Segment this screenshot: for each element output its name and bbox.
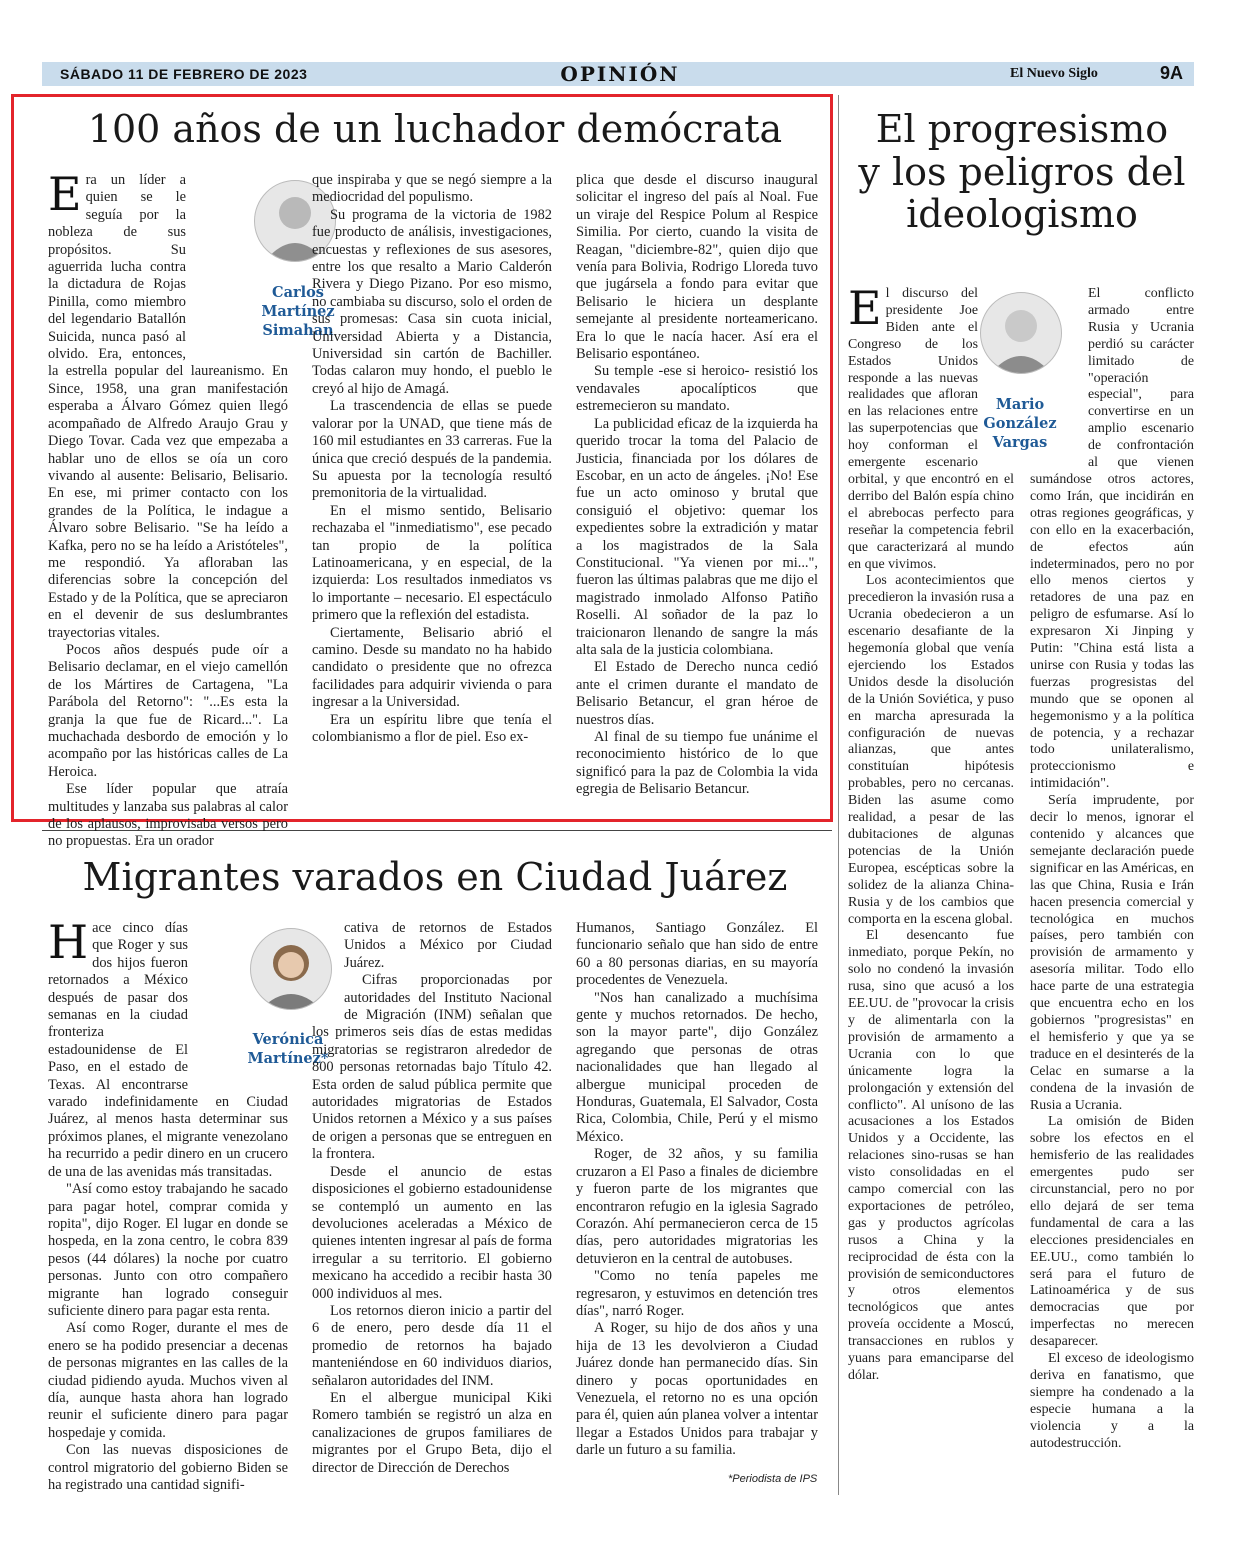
- paragraph-text: l discurso del presidente Joe Biden ante el Congreso de los Estados Unidos responde a las nuevas realidades que afloran en las relaciones entre las superpotencias que hoy conforman el emergente escenario orbital, y que encontró en el derribo del Balón espía chino el abrebocas perfecto para reseñar la competencia febril que caracterizará al mundo en que vivimos.: [848, 286, 1014, 572]
- author-last1: González: [983, 415, 1057, 432]
- author-last2: Simahan: [262, 322, 334, 339]
- paragraph: Pocos años después pude oír a Belisario declamar, en el viejo camellón de los Mártires de Cartagena, "La Parábola del Retorno": "...Es esta la granja la que fue de Ricard...". La muchachada desbordo de emoción y lo acompaño por las históricas calles de La Heroica.: [48, 641, 288, 780]
- title-line: y los peligros del: [858, 149, 1186, 194]
- paragraph: En el mismo sentido, Belisario rechazaba el "inmediatismo", ese pecado tan propio de la política Latinoamericana, y en especial, de la izquierda: Los resultados inmediatos vs lo importante – necesario. El espectáculo primero que la reflexión del estadista.: [312, 502, 552, 624]
- paragraph: Humanos, Santiago González. El funcionario señalo que han sido de entre 60 a 80 personas diarias, en su mayoría procedentes de Venezuela.: [576, 920, 818, 989]
- paragraph: El exceso de ideologismo deriva en fanatismo, que siempre ha condenado a la especie humana a la violencia y a la autodestrucción.: [1030, 1351, 1194, 1451]
- author-last: Martínez*: [247, 1050, 329, 1067]
- article2-column-3: [576, 920, 818, 1470]
- paragraph: Era un espíritu libre que tenía el colombianismo a flor de piel. Eso ex-: [312, 711, 552, 745]
- photo-spacer: [1030, 286, 1088, 470]
- drop-cap: E: [48, 167, 82, 221]
- author-first: Mario: [995, 396, 1045, 413]
- paragraph: Ese líder popular que atraía multitudes y lanzaba sus palabras al calor de los aplausos, improvisaba versos pero no propuestas. Era un orador: [48, 781, 288, 850]
- article2-column-1: [48, 915, 288, 1493]
- photo-spacer: [188, 920, 288, 1090]
- author-first: Verónica: [252, 1031, 324, 1048]
- paragraph: Ciertamente, Belisario abrió el camino. Desde su mandato no ha habido candidato o presidente que no ofrezca facilidades para adquirir vivienda o para ingresar a la Universidad.: [312, 624, 552, 711]
- footnote: *Periodista de IPS: [728, 1473, 818, 1485]
- paragraph: "Así como estoy trabajando he sacado para pagar hotel, comprar comida y ropita", dijo Roger. El lugar en donde se hospeda, en la zona centro, le cobra 839 pesos (44 dólares) la noche por cuatro personas. Junto con otro compañero migrante han logrado conseguir suficiente dinero para pagar esta renta.: [48, 1181, 288, 1319]
- article3-column-2: [1030, 286, 1194, 1501]
- paragraph: cativa de retornos de Estados Unidos a México por Ciudad Juárez.: [344, 920, 552, 971]
- article2-title: Migrantes varados en Ciudad Juárez: [82, 855, 788, 899]
- paragraph: Con las nuevas disposiciones de control migratorio del gobierno Biden se ha registrado una cantidad signifi-: [48, 1442, 288, 1493]
- paragraph: La publicidad eficaz de la izquierda ha querido trocar la toma del Palacio de Justicia, financiada por los dólares de Escobar, en un acto de ángeles. ¡No! Ese fue un acto ominoso y brutal que consiguió el objetivo: quemar los expedientes sobre la extradición y matar a los magistrados de la Sala Constitucional. "Ya vienen por mi...", fueron las últimas palabras que me dijo el magistrado inmolado Alfonso Patiño Roselli. Al soñador de la paz lo traicionaron llenando de sangre la más alta sala de la justicia colombiana.: [576, 415, 818, 658]
- photo-spacer: [978, 286, 1014, 470]
- article3-column-1: [848, 281, 1014, 1501]
- paragraph: "Como no tenía papeles me regresaron, y estuvimos en detención tres días", narró Roger.: [576, 1268, 818, 1319]
- drop-cap: E: [848, 281, 882, 335]
- page-number: 9A: [1160, 63, 1184, 83]
- title-line: ideologismo: [906, 192, 1138, 237]
- author-last1: Martínez: [261, 303, 335, 320]
- newspaper-name: El Nuevo Siglo: [1010, 66, 1098, 81]
- paragraph: A Roger, su hijo de dos años y una hija de 13 les devolvieron a Ciudad Juárez donde han permanecido días. Sin dinero y pocas oportunidades en Venezuela, el retorno no es una opción para él, quien aún planea volver a intentar llegar a Estados Unidos para trabajar y darle un futuro a su familia.: [576, 1320, 818, 1459]
- paragraph: Cifras proporcionadas por autoridades del Instituto Nacional de Migración (INM) señalan que los primeros seis días de estas medidas migratorias se registraron alrededor de 800 personas retornadas bajo Título 42. Esta orden de salud pública permite que autoridades migratorias de Estados Unidos retornen a México y a sus países de origen a personas que se entreguen en la frontera.: [312, 972, 552, 1163]
- paragraph: El Estado de Derecho nunca cedió ante el crimen durante el mandato de Belisario Betancur, el gran héroe de nuestros días.: [576, 659, 818, 728]
- paragraph: El conflicto armado entre Rusia y Ucrania perdió su carácter limitado de "operación especial", para convertirse en un amplio escenario de confrontación al que vienen sumándose otros actores, como Irán, que incidirán en otras regiones geográficas, y con ello en la exacerbación, de efectos aún indeterminados, pero no por ello menos ciertos y retadores de una paz en peligro de esfumarse. Así lo expresaron Xi Jinping y Putin: "China está lista a unirse con Rusia y todas las fuerzas progresistas del mundo que se oponen al hegemonismo y a la política de potencia, y a rechazar todo unilateralismo, proteccionismo e intimidación".: [1030, 286, 1194, 792]
- paragraph: En el albergue municipal Kiki Romero también se registró un alza en canalizaciones de grupos familiares de migrantes por el Grupo Beta, dijo el director de Dirección de Derechos: [312, 1389, 552, 1476]
- article1-column-2: [312, 172, 552, 812]
- photo-spacer: [312, 920, 344, 1020]
- paragraph: "Nos han canalizado a muchísima gente y muchos retornados. De hecho, son la mayor parte", dijo González agregando que personas de otras nacionalidades que han llegado al albergue municipal proceden de Honduras, Guatemala, El Salvador, Costa Rica, Colombia, Chile, Perú y el mismo México.: [576, 989, 818, 1145]
- photo-spacer: [186, 172, 288, 348]
- author-last2: Vargas: [992, 434, 1048, 451]
- paragraph: Desde el anuncio de estas disposiciones el gobierno estadounidense se contempló un aumento en las devoluciones aceleradas a México de quienes intenten ingresar al país de forma irregular a su territorio. El gobierno mexicano ha accedido a recibir hasta 30 000 individuos al mes.: [312, 1163, 552, 1302]
- paragraph: Su temple -ese si heroico- resistió los vendavales apocalípticos que estremecieron su mandato.: [576, 363, 818, 415]
- paragraph: Su programa de la victoria de 1982 fue producto de análisis, investigaciones, encuestas y reflexiones de sus asesores, entre los que resalto a Mario Calderón Rivera y Diego Pizano. Por eso mismo, no cambiaba su discurso, solo el orden de sus promesas: Casa sin cuota inicial, Universidad Abierta y a Distancia, Universidad sin cartón de Bachiller. Todas calaron muy hondo, el pueblo le creyó al hijo de Amagá.: [312, 206, 552, 397]
- paragraph: plica que desde el discurso inaugural solicitar el ingreso del país al Noal. Fue un viraje del Respice Polum al Respice Similia. Por cierto, cuando la visita de Reagan, "diciembre-82", quien dijo que venía para Bolivia, Rodrigo Lloreda tuvo que jugársela a fondo para evitar que Belisario le hiciera un desplante semejante al presidente norteamericano. Era lo que le nacía hacer. Así era el Belisario espontáneo.: [576, 172, 818, 363]
- paragraph: Al final de su tiempo fue unánime el reconocimiento histórico de lo que significó para la paz de Colombia la vida egregia de Belisario Betancur.: [576, 729, 818, 798]
- paragraph: Sería imprudente, por decir lo menos, ignorar el contenido y alcances que semejante declaración puede significar en las Américas, en las que China, Rusia e Irán hacen presencia comercial y tecnológica en muchos países, pero también con provisión de armamento y asesoría militar. Todo ello hace parte de una estrategia que encuentra echo en los gobiernos "progresistas" en el hemisferio y que ya se traduce en el desinterés de la Celac en sumarse a la condena de la invasión de Rusia a Ucrania.: [1030, 793, 1194, 1113]
- paragraph: Así como Roger, durante el mes de enero se ha podido presenciar a decenas de personas migrantes en las calles de la ciudad pidiendo ayuda. Muchos viven al día, aunque hasta ahora han logrado reunir el suficiente dinero para pagar hospedaje y comida.: [48, 1320, 288, 1441]
- article1-column-1: [48, 167, 288, 850]
- paragraph-text: ra un líder a quien se le seguía por la nobleza de sus propósitos. Su aguerrida lucha contra la dictadura de Rojas Pinilla, como miembro del legendario Batallón Suicida, nunca pasó al olvido. Era, entonces, la estrella popular del laureanismo. En Since, 1958, una gran manifestación esperaba a Álvaro Gómez quien llegó acompañado de Alfredo Araujo Grau y Diego Tovar. Cada vez que empezaba a hablar uno de ellos se oía un coro vivando al ausente: Belisario, Belisario. En ese, mi primer contacto con los grandes de la Política, le indague a Álvaro sobre Belisario. "Se ha leído a Kafka, pero no se ha leído a Aristóteles", me respondió. Ya afloraban las diferencias sobre la concepción del Estado y de la Política, que se apreciaron en el devenir de sus deslumbrantes trayectorias vitales.: [48, 172, 288, 641]
- article3-title: [846, 108, 1198, 236]
- title-line: El progresismo: [875, 107, 1169, 151]
- paragraph: Roger, de 32 años, y su familia cruzaron a El Paso a finales de diciembre y fueron parte de los migrantes que encontraron refugio en la iglesia Sagrado Corazón. Ahí permanecieron cerca de 15 días, pero autoridades migratorias les detuvieron en la central de autobuses.: [576, 1146, 818, 1267]
- author-first: Carlos: [272, 284, 324, 301]
- header-date: SÁBADO 11 DE FEBRERO DE 2023: [60, 66, 308, 82]
- paragraph: El desencanto fue inmediato, porque Pekín, no solo no condenó la invasión rusa, sino que acusó a los EE.UU. de "provocar la crisis y de alimentarla con la provisión de armamento a Ucrania con lo que únicamente logra la prolongación y extensión del conflicto". Al unísono de las acusaciones a los Estados Unidos y a Occidente, las relaciones sino-rusas se han visto consolidadas en el campo comercial con las exportaciones de petróleo, gas y productos agrícolas rusos a China y la reciprocidad de ésta con la provisión de semiconductores y otros elementos tecnológicos que antes proveía occidente a Moscú, transacciones en rublos y yuans para emanciparse del dólar.: [848, 928, 1014, 1383]
- paragraph: La trascendencia de ellas se puede valorar por la UNAD, que tiene más de 160 mil estudiantes en 33 carreras. Fue la única que creció después de la pandemia. Su apuesta por la tecnología resultó premonitoria de la virtualidad.: [312, 398, 552, 502]
- paragraph: que inspiraba y que se negó siempre a la mediocridad del populismo.: [312, 172, 552, 206]
- article1-column-3: [576, 172, 818, 812]
- paragraph-text: ace cinco días que Roger y sus dos hijos fueron retornados a México después de pasar dos semanas en la ciudad fronteriza estadounidense de El Paso, en el estado de Texas. Al encontrarse varado indefinidamente en Ciudad Juárez, al menos hasta determinar sus próximos planes, el migrante venezolano ha recurrido a pedir dinero en un crucero de una de las avenidas más transitadas.: [48, 920, 288, 1180]
- paragraph: Los retornos dieron inicio a partir del 6 de enero, pero desde día 11 el promedio de retornos ha bajado manteniéndose en 60 individuos diarios, señalaron autoridades del INM.: [312, 1302, 552, 1389]
- paragraph: La omisión de Biden sobre los efectos en el hemisferio de las realidades emergentes pudo ser circunstancial, pero no por ello dejará de ser tema fundamental de cara a las elecciones presidenciales en EE.UU., como también lo será para el futuro de Latinoamérica y de sus democracias que por imperfectas no merecen desaparecer.: [1030, 1114, 1194, 1350]
- column-divider: [838, 95, 839, 1495]
- section-title: OPINIÓN: [560, 62, 680, 86]
- article2-column-2: [312, 920, 552, 1480]
- article1-title: 100 años de un luchador demócrata: [87, 107, 783, 151]
- paragraph: Los acontecimientos que precedieron la invasión rusa a Ucrania obedecieron a un escenario desafiante de la hegemonía global que venía ejerciendo los Estados Unidos desde la disolución de la Unión Soviética, y puso en marcha apresurada la configuración de nuevas alianzas, que antes constituían hipótesis probables, pero no cercanas. Biden las asume como realidad, a pesar de las dubitaciones de algunas potencias de la Unión Europea, escépticas sobre la solidez de la alianza China-Rusia y de los cambios que comporta en la escena global.: [848, 573, 1014, 927]
- drop-cap: H: [48, 915, 89, 969]
